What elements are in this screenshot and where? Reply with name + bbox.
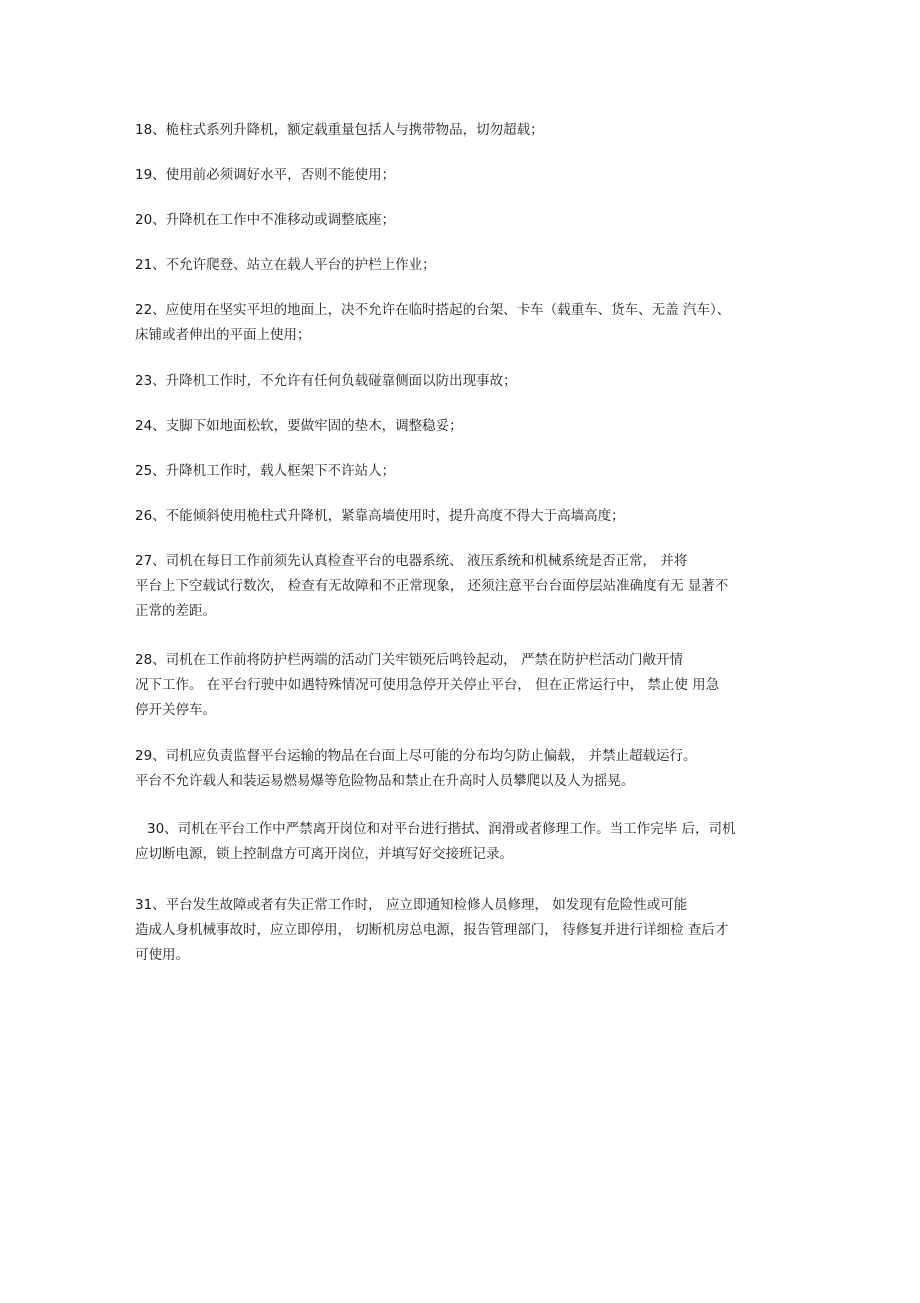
rule-24 [135,414,785,439]
rule-30 [135,817,797,867]
rule-text-line: 19、使用前必须调好水平，否则不能使用； [135,167,396,183]
rule-31 [135,893,785,968]
rule-text-line: 21、不允许爬登、站立在载人平台的护栏上作业； [135,257,436,273]
rule-18 [135,118,785,143]
rule-text-line: 床铺或者伸出的平面上使用； [135,327,311,343]
rule-text-line: 况下工作。 在平台行驶中如遇特殊情况可使用急停开关停止平台， 但在正常运行中， 禁止使 用急 [135,677,720,693]
rule-text-line: 应切断电源，锁上控制盘方可离开岗位，并填写好交接班记录。 [135,846,513,862]
rule-text-line: 27、司机在每日工作前须先认真检查平台的电器系统、 液压系统和机械系统是否正常， 并将 [135,553,688,569]
rule-text-line: 22、应使用在坚实平坦的地面上，决不允许在临时搭起的台架、卡车（载重车、货车、无盖 汽车）、 [135,302,731,318]
rule-text-line: 停开关停车。 [135,702,216,718]
rule-text-line: 可使用。 [135,947,189,963]
rule-29 [135,744,785,794]
rule-text-line: 20、升降机在工作中不准移动或调整底座； [135,212,396,228]
rule-text-line: 29、司机应负责监督平台运输的物品在台面上尽可能的分布均匀防止偏载， 并禁止超载运行。 [135,748,697,764]
rule-23 [135,369,785,394]
rule-text-line: 平台不允许载人和装运易燃易爆等危险物品和禁止在升高时人员攀爬以及人为摇晃。 [135,773,635,789]
rule-text-line: 23、升降机工作时，不允许有任何负载碰靠侧面以防出现事故； [135,373,517,389]
rule-text-line: 平台上下空载试行数次， 检查有无故障和不正常现象， 还须注意平台台面停层站准确度有无 显著不 [135,578,729,594]
rule-text-line: 30、司机在平台工作中严禁离开岗位和对平台进行揩拭、润滑或者修理工作。当工作完毕 后，司机 [147,821,736,837]
rule-21 [135,253,785,278]
rule-25 [135,459,785,484]
rule-text-line: 25、升降机工作时，载人框架下不许站人； [135,463,396,479]
rule-text-line: 24、支脚下如地面松软，要做牢固的垫木，调整稳妥； [135,418,463,434]
rule-text-line: 正常的差距。 [135,603,216,619]
rule-text-line: 28、司机在工作前将防护栏两端的活动门关牢锁死后鸣铃起动， 严禁在防护栏活动门敞开情 [135,652,683,668]
rule-20 [135,208,785,233]
rule-text-line: 18、桅柱式系列升降机，额定载重量包括人与携带物品，切勿超载； [135,122,544,138]
rule-27 [135,549,785,624]
rule-26 [135,504,785,529]
rule-28 [135,648,785,723]
rule-19 [135,163,785,188]
rule-text-line: 造成人身机械事故时，应立即停用， 切断机房总电源，报告管理部门， 待修复并进行详细检 查后才 [135,922,729,938]
rule-text-line: 26、不能倾斜使用桅柱式升降机，紧靠高墙使用时，提升高度不得大于高墙高度； [135,508,625,524]
rule-22 [135,298,785,348]
rule-text-line: 31、平台发生故障或者有失正常工作时， 应立即通知检修人员修理， 如发现有危险性或可能 [135,897,688,913]
